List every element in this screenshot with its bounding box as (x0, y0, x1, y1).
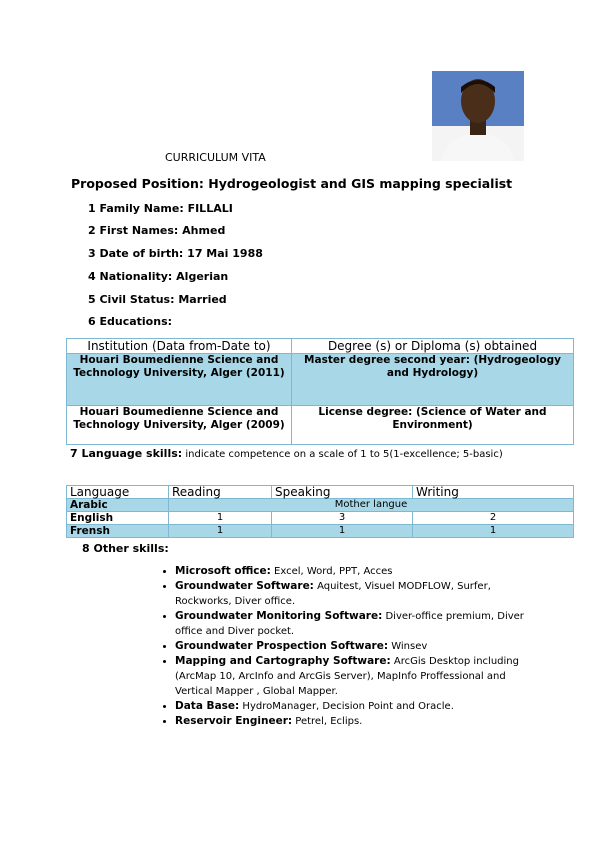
language-level: Mother langue (169, 499, 574, 512)
writing-level: 1 (413, 525, 574, 538)
other-skills-list (160, 564, 535, 729)
education-header-degree: Degree (s) or Diploma (s) obtained (292, 339, 574, 354)
field-value: Married (178, 293, 227, 306)
skill-name: Microsoft office: (175, 565, 271, 577)
skill-detail: Petrel, Eclips. (295, 716, 363, 727)
skill-name: Groundwater Prospection Software: (175, 640, 389, 652)
language-name: Frensh (67, 525, 169, 538)
skill-name: Reservoir Engineer: (175, 715, 293, 727)
list-item (175, 609, 535, 639)
field-educations (88, 315, 172, 328)
profile-photo (432, 71, 524, 161)
skill-name: Groundwater Software: (175, 580, 314, 592)
table-row (67, 512, 574, 525)
reading-header: Reading (169, 486, 272, 499)
cv-title: CURRICULUM VITA (165, 151, 266, 164)
education-header-institution: Institution (Data from-Date to) (67, 339, 292, 354)
field-nationality (88, 270, 228, 283)
proposed-position (71, 176, 512, 191)
list-item (175, 579, 535, 609)
language-name: Arabic (67, 499, 169, 512)
skill-detail: HydroManager, Decision Point and Oracle. (242, 701, 454, 712)
field-label: 5 Civil Status: (88, 293, 175, 306)
skill-detail: Aquitest, Visuel MODFLOW, Surfer, Rockworks, Diver office. (175, 581, 491, 607)
field-date-of-birth (88, 247, 263, 260)
language-name: English (67, 512, 169, 525)
list-item (175, 714, 535, 729)
field-first-names (88, 224, 225, 237)
language-table (66, 485, 574, 538)
table-row (67, 499, 574, 512)
field-label: 1 Family Name: (88, 202, 184, 215)
reading-level: 1 (169, 525, 272, 538)
language-skills-intro (70, 446, 525, 462)
field-civil-status (88, 293, 227, 306)
field-value: Algerian (176, 270, 229, 283)
person-portrait-icon (432, 71, 524, 161)
field-value: 17 Mai 1988 (187, 247, 263, 260)
skill-detail: ArcGis Desktop including (ArcMap 10, ArcInfo and ArcGis Server), MapInfo Proffessional and Vertical Mapper , Global Mapper. (175, 656, 519, 697)
other-skills-label: 8 Other skills: (82, 542, 169, 555)
field-family-name (88, 202, 233, 215)
skill-name: Data Base: (175, 700, 240, 712)
proposed-position-value: Hydrogeologist and GIS mapping specialist (208, 176, 513, 191)
writing-header: Writing (413, 486, 574, 499)
list-item (175, 639, 535, 654)
speaking-level: 1 (272, 525, 413, 538)
field-label: 4 Nationality: (88, 270, 173, 283)
speaking-level: 3 (272, 512, 413, 525)
list-item (175, 699, 535, 714)
writing-level: 2 (413, 512, 574, 525)
education-table (66, 338, 574, 445)
table-row (67, 354, 574, 406)
list-item (175, 654, 535, 699)
skill-name: Mapping and Cartography Software: (175, 655, 391, 667)
skill-detail: Excel, Word, PPT, Acces (274, 566, 393, 577)
reading-level: 1 (169, 512, 272, 525)
skill-detail: Diver-office premium, Diver office and Diver pocket. (175, 611, 524, 637)
proposed-position-label: Proposed Position: (71, 176, 204, 191)
list-item (175, 564, 535, 579)
field-value: FILLALI (187, 202, 233, 215)
skill-name: Groundwater Monitoring Software: (175, 610, 383, 622)
education-institution: Houari Boumedienne Science and Technology University, Alger (2011) (67, 354, 292, 406)
language-skills-label: 7 Language skills: (70, 447, 183, 460)
field-label: 6 Educations: (88, 315, 173, 328)
language-skills-note: indicate competence on a scale of 1 to 5(1-excellence; 5-basic) (185, 449, 503, 460)
education-degree: License degree: (Science of Water and Environment) (292, 406, 574, 445)
table-row (67, 406, 574, 445)
speaking-header: Speaking (272, 486, 413, 499)
field-label: 2 First Names: (88, 224, 179, 237)
language-header: Language (67, 486, 169, 499)
skill-detail: Winsev (391, 641, 428, 652)
field-value: Ahmed (182, 224, 226, 237)
education-institution: Houari Boumedienne Science and Technology University, Alger (2009) (67, 406, 292, 445)
field-label: 3 Date of birth: (88, 247, 184, 260)
table-row (67, 525, 574, 538)
education-degree: Master degree second year: (Hydrogeology and Hydrology) (292, 354, 574, 406)
